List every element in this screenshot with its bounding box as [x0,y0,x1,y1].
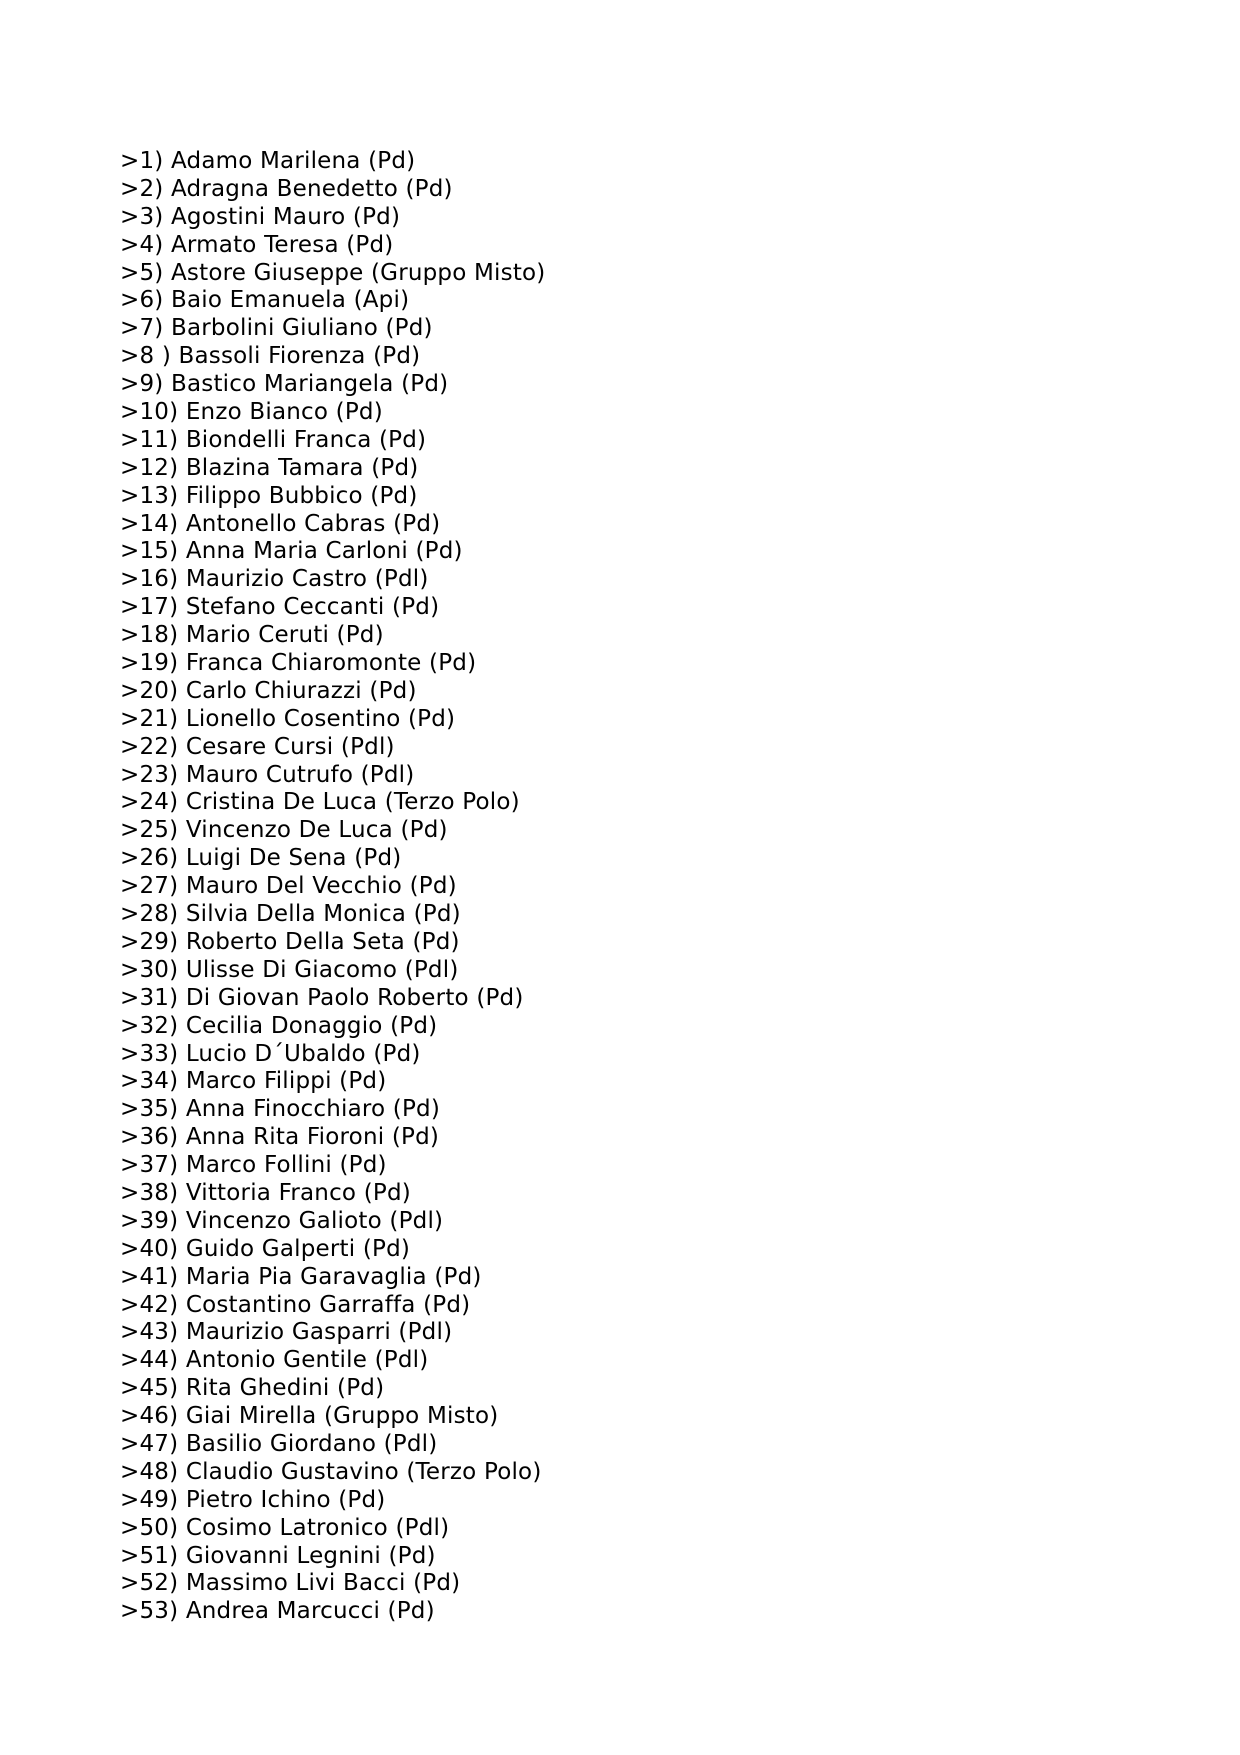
senator-list [120,148,545,1626]
list-item: >33) Lucio D´Ubaldo (Pd) [120,1040,421,1067]
list-item: >39) Vincenzo Galioto (Pdl) [120,1207,444,1234]
list-item: >22) Cesare Cursi (Pdl) [120,733,395,760]
list-item: >15) Anna Maria Carloni (Pd) [120,538,463,565]
list-item: >35) Anna Finocchiaro (Pd) [120,1096,441,1123]
list-item: >8 ) Bassoli Fiorenza (Pd) [120,343,421,370]
list-item: >1) Adamo Marilena (Pd) [120,148,416,174]
list-item: >16) Maurizio Castro (Pdl) [120,566,429,593]
list-item: >45) Rita Ghedini (Pd) [120,1375,385,1402]
list-item: >28) Silvia Della Monica (Pd) [120,901,461,928]
list-item: >38) Vittoria Franco (Pd) [120,1179,411,1206]
list-item: >53) Andrea Marcucci (Pd) [120,1598,435,1625]
list-item: >11) Biondelli Franca (Pd) [120,426,427,453]
list-item: >32) Cecilia Donaggio (Pd) [120,1012,438,1039]
list-item: >5) Astore Giuseppe (Gruppo Misto) [120,259,546,286]
list-item: >18) Mario Ceruti (Pd) [120,622,384,649]
list-item: >6) Baio Emanuela (Api) [120,287,410,314]
list-item: >42) Costantino Garraffa (Pd) [120,1291,471,1318]
list-item: >14) Antonello Cabras (Pd) [120,510,441,537]
list-item: >49) Pietro Ichino (Pd) [120,1486,386,1513]
list-item: >48) Claudio Gustavino (Terzo Polo) [120,1458,542,1485]
list-item: >26) Luigi De Sena (Pd) [120,845,402,872]
list-item: >9) Bastico Mariangela (Pd) [120,371,449,398]
list-item: >34) Marco Filippi (Pd) [120,1068,387,1095]
list-item: >29) Roberto Della Seta (Pd) [120,928,460,955]
list-item: >36) Anna Rita Fioroni (Pd) [120,1124,440,1151]
list-item: >21) Lionello Cosentino (Pd) [120,705,456,732]
list-item: >41) Maria Pia Garavaglia (Pd) [120,1263,482,1290]
list-item: >44) Antonio Gentile (Pdl) [120,1347,429,1374]
list-item: >19) Franca Chiaromonte (Pd) [120,650,477,677]
list-item: >3) Agostini Mauro (Pd) [120,203,401,230]
list-item: >23) Mauro Cutrufo (Pdl) [120,761,415,788]
list-item: >52) Massimo Livi Bacci (Pd) [120,1570,461,1597]
list-item: >2) Adragna Benedetto (Pd) [120,175,453,202]
list-item: >20) Carlo Chiurazzi (Pd) [120,677,417,704]
list-item: >31) Di Giovan Paolo Roberto (Pd) [120,984,524,1011]
list-item: >27) Mauro Del Vecchio (Pd) [120,873,457,900]
list-item: >50) Cosimo Latronico (Pdl) [120,1514,450,1541]
list-item: >43) Maurizio Gasparri (Pdl) [120,1319,453,1346]
list-item: >30) Ulisse Di Giacomo (Pdl) [120,956,459,983]
list-item: >51) Giovanni Legnini (Pd) [120,1542,436,1569]
list-item: >7) Barbolini Giuliano (Pd) [120,315,433,342]
list-item: >10) Enzo Bianco (Pd) [120,399,383,426]
list-item: >12) Blazina Tamara (Pd) [120,454,419,481]
list-item: >25) Vincenzo De Luca (Pd) [120,817,448,844]
list-item: >46) Giai Mirella (Gruppo Misto) [120,1403,499,1430]
list-item: >37) Marco Follini (Pd) [120,1152,387,1179]
list-item: >13) Filippo Bubbico (Pd) [120,482,418,509]
list-item: >40) Guido Galperti (Pd) [120,1235,411,1262]
list-item: >4) Armato Teresa (Pd) [120,231,394,258]
list-item: >17) Stefano Ceccanti (Pd) [120,594,440,621]
list-item: >47) Basilio Giordano (Pdl) [120,1430,438,1457]
list-item: >24) Cristina De Luca (Terzo Polo) [120,789,520,816]
